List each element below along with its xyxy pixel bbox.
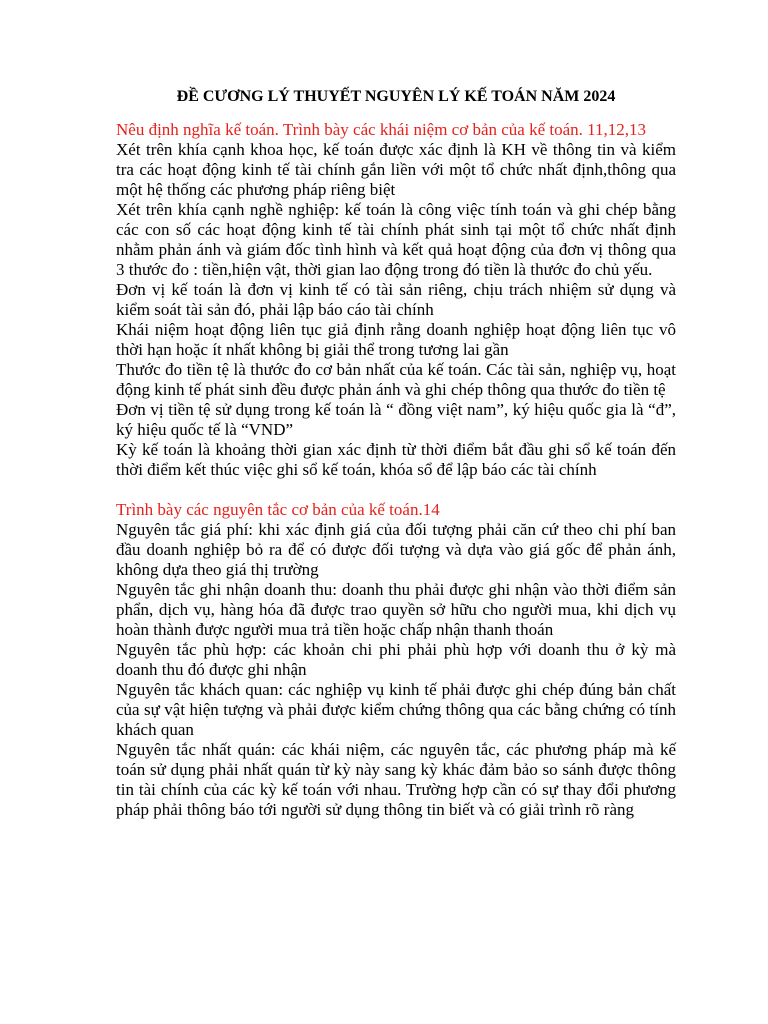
paragraph: Nguyên tắc nhất quán: các khái niệm, các nguyên tắc, các phương pháp mà kế toán sử dụng phải nhất quán từ kỳ này sang kỳ khác đảm bảo so sánh được thông tin tài chính của các kỳ kế toán với nhau. Trường hợp cần có sự thay đổi phương pháp phải thông báo tới người sử dụng thông tin biết và có giải trình rõ ràng	[116, 740, 676, 819]
paragraph: Nguyên tắc khách quan: các nghiệp vụ kinh tế phải được ghi chép đúng bản chất của sự vật hiện tượng và phải được kiểm chứng thông qua các bằng chứng có tính khách quan	[116, 680, 676, 739]
paragraph: Xét trên khía cạnh khoa học, kế toán được xác định là KH về thông tin và kiểm tra các hoạt động kinh tế tài chính gắn liền với một tổ chức nhất định,thông qua một hệ thống các phương pháp riêng biệt	[116, 140, 676, 199]
paragraph: Đơn vị kế toán là đơn vị kinh tế có tài sản riêng, chịu trách nhiệm sử dụng và kiểm soát tài sản đó, phải lập báo cáo tài chính	[116, 280, 676, 319]
paragraph: Thước đo tiền tệ là thước đo cơ bản nhất của kế toán. Các tài sản, nghiệp vụ, hoạt động kinh tế phát sinh đều được phản ánh và ghi chép thông qua thước đo tiền tệ	[116, 360, 676, 399]
document-title: ĐỀ CƯƠNG LÝ THUYẾT NGUYÊN LÝ KẾ TOÁN NĂM 2024	[176, 88, 616, 105]
paragraph: Đơn vị tiền tệ sử dụng trong kế toán là “ đồng việt nam”, ký hiệu quốc gia là “đ”, ký hiệu quốc tế là “VND”	[116, 400, 676, 439]
paragraph: Nguyên tắc phù hợp: các khoản chi phi phải phù hợp với doanh thu ở kỳ mà doanh thu đó được ghi nhận	[116, 640, 676, 679]
document-page	[116, 86, 676, 820]
paragraph: Nguyên tắc giá phí: khi xác định giá của đối tượng phải căn cứ theo chi phí ban đầu doanh nghiệp bỏ ra để có được đối tượng và dựa vào giá gốc để phản ánh, không dựa theo giá thị trường	[116, 520, 676, 579]
section-spacer	[116, 480, 676, 500]
section-heading: Trình bày các nguyên tắc cơ bản của kế toán.14	[116, 500, 440, 519]
paragraph: Xét trên khía cạnh nghề nghiệp: kế toán là công việc tính toán và ghi chép bằng các con số các hoạt động kinh tế tài chính phát sinh tại một tổ chức nhất định nhằm phản ánh và giám đốc tình hình và kết quả hoạt động của đơn vị thông qua 3 thước đo : tiền,hiện vật, thời gian lao động trong đó tiền là thước đo chủ yếu.	[116, 200, 676, 279]
paragraph: Kỳ kế toán là khoảng thời gian xác định từ thời điểm bắt đầu ghi sổ kế toán đến thời điểm kết thúc việc ghi sổ kế toán, khóa sổ để lập báo các tài chính	[116, 440, 676, 479]
paragraph: Khái niệm hoạt động liên tục giả định rằng doanh nghiệp hoạt động liên tục vô thời hạn hoặc ít nhất không bị giải thể trong tương lai gần	[116, 320, 676, 359]
section-accounting-definition	[116, 120, 676, 480]
section-accounting-principles	[116, 500, 676, 820]
section-heading: Nêu định nghĩa kế toán. Trình bày các khái niệm cơ bản của kế toán. 11,12,13	[116, 120, 647, 139]
paragraph: Nguyên tắc ghi nhận doanh thu: doanh thu phải được ghi nhận vào thời điểm sản phẩn, dịch vụ, hàng hóa đã được trao quyền sở hữu cho người mua, khi dịch vụ hoàn thành được người mua trả tiền hoặc chấp nhận thanh thoán	[116, 580, 676, 639]
